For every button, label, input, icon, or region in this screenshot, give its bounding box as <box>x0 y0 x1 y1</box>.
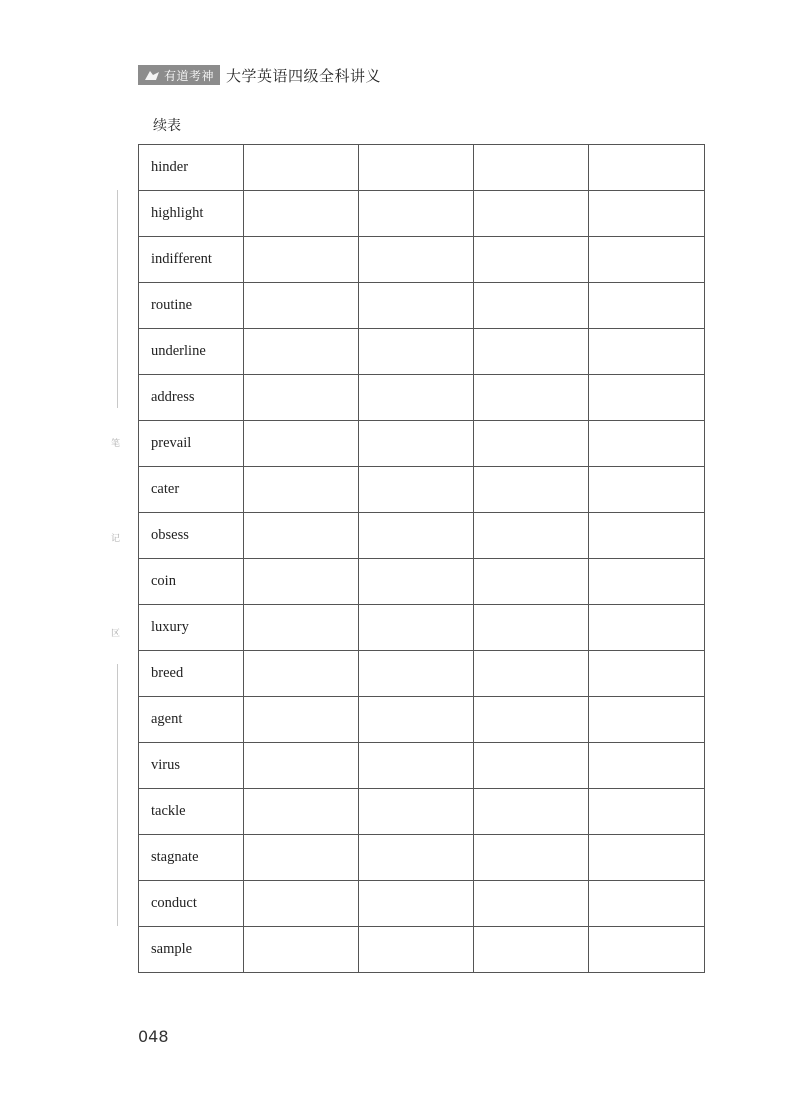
blank-answer-cell <box>589 329 705 375</box>
margin-note-char: 笔 <box>111 439 121 449</box>
blank-answer-cell <box>359 329 474 375</box>
vocabulary-table-body <box>139 145 705 973</box>
table-row <box>139 743 705 789</box>
blank-answer-cell <box>359 559 474 605</box>
vocab-word-cell: stagnate <box>139 835 244 881</box>
blank-answer-cell <box>359 283 474 329</box>
blank-answer-cell <box>244 651 359 697</box>
blank-answer-cell <box>359 375 474 421</box>
blank-answer-cell <box>244 513 359 559</box>
blank-answer-cell <box>474 283 589 329</box>
blank-answer-cell <box>474 835 589 881</box>
vocabulary-table <box>138 144 705 973</box>
blank-answer-cell <box>474 145 589 191</box>
vocab-word-cell: conduct <box>139 881 244 927</box>
margin-note-char: 区 <box>111 629 121 639</box>
table-row <box>139 237 705 283</box>
blank-answer-cell <box>589 513 705 559</box>
blank-answer-cell <box>244 559 359 605</box>
book-title: 大学英语四级全科讲义 <box>226 66 382 85</box>
blank-answer-cell <box>474 697 589 743</box>
blank-answer-cell <box>474 927 589 973</box>
vocab-word-cell: luxury <box>139 605 244 651</box>
blank-answer-cell <box>244 789 359 835</box>
blank-answer-cell <box>244 375 359 421</box>
blank-answer-cell <box>359 651 474 697</box>
blank-answer-cell <box>474 329 589 375</box>
vocab-word-cell: underline <box>139 329 244 375</box>
table-row <box>139 283 705 329</box>
blank-answer-cell <box>474 743 589 789</box>
blank-answer-cell <box>359 191 474 237</box>
blank-answer-cell <box>244 421 359 467</box>
vocab-word-cell: highlight <box>139 191 244 237</box>
table-row <box>139 651 705 697</box>
page-header <box>138 64 381 86</box>
blank-answer-cell <box>359 421 474 467</box>
vocab-word-cell: obsess <box>139 513 244 559</box>
brand-name: 有道考神 <box>164 68 215 83</box>
blank-answer-cell <box>474 237 589 283</box>
blank-answer-cell <box>589 237 705 283</box>
blank-answer-cell <box>244 927 359 973</box>
blank-answer-cell <box>474 789 589 835</box>
blank-answer-cell <box>589 559 705 605</box>
blank-answer-cell <box>359 467 474 513</box>
blank-answer-cell <box>589 789 705 835</box>
blank-answer-cell <box>474 375 589 421</box>
wing-logo-icon <box>144 69 160 81</box>
vocab-word-cell: coin <box>139 559 244 605</box>
blank-answer-cell <box>474 881 589 927</box>
vocab-word-cell: indifferent <box>139 237 244 283</box>
blank-answer-cell <box>359 927 474 973</box>
table-row <box>139 789 705 835</box>
blank-answer-cell <box>474 467 589 513</box>
blank-answer-cell <box>589 191 705 237</box>
blank-answer-cell <box>589 743 705 789</box>
blank-answer-cell <box>359 237 474 283</box>
blank-answer-cell <box>589 927 705 973</box>
vocab-word-cell: routine <box>139 283 244 329</box>
table-row <box>139 467 705 513</box>
blank-answer-cell <box>474 559 589 605</box>
blank-answer-cell <box>244 697 359 743</box>
table-row <box>139 375 705 421</box>
blank-answer-cell <box>589 697 705 743</box>
page-number: 048 <box>138 1027 169 1046</box>
blank-answer-cell <box>359 743 474 789</box>
blank-answer-cell <box>589 835 705 881</box>
blank-answer-cell <box>474 191 589 237</box>
vocab-word-cell: agent <box>139 697 244 743</box>
blank-answer-cell <box>244 835 359 881</box>
blank-answer-cell <box>244 191 359 237</box>
blank-answer-cell <box>589 881 705 927</box>
blank-answer-cell <box>359 513 474 559</box>
continued-label: 续表 <box>153 118 181 134</box>
blank-answer-cell <box>474 651 589 697</box>
blank-answer-cell <box>244 881 359 927</box>
blank-answer-cell <box>244 329 359 375</box>
blank-answer-cell <box>359 605 474 651</box>
table-row <box>139 835 705 881</box>
brand-badge <box>138 65 220 85</box>
table-row <box>139 191 705 237</box>
vocab-word-cell: cater <box>139 467 244 513</box>
blank-answer-cell <box>244 283 359 329</box>
blank-answer-cell <box>244 237 359 283</box>
margin-line-bottom <box>117 664 118 926</box>
blank-answer-cell <box>359 697 474 743</box>
blank-answer-cell <box>589 651 705 697</box>
blank-answer-cell <box>589 375 705 421</box>
table-row <box>139 881 705 927</box>
blank-answer-cell <box>589 145 705 191</box>
table-row <box>139 605 705 651</box>
table-row <box>139 927 705 973</box>
blank-answer-cell <box>589 421 705 467</box>
vocab-word-cell: breed <box>139 651 244 697</box>
margin-note-char: 记 <box>111 534 121 544</box>
table-row <box>139 329 705 375</box>
blank-answer-cell <box>244 743 359 789</box>
blank-answer-cell <box>244 467 359 513</box>
margin-line-top <box>117 190 118 408</box>
vocab-word-cell: hinder <box>139 145 244 191</box>
blank-answer-cell <box>589 605 705 651</box>
table-row <box>139 697 705 743</box>
blank-answer-cell <box>589 283 705 329</box>
blank-answer-cell <box>359 881 474 927</box>
blank-answer-cell <box>359 789 474 835</box>
vocab-word-cell: address <box>139 375 244 421</box>
table-row <box>139 513 705 559</box>
blank-answer-cell <box>474 421 589 467</box>
blank-answer-cell <box>244 605 359 651</box>
table-row <box>139 421 705 467</box>
blank-answer-cell <box>244 145 359 191</box>
vocab-word-cell: virus <box>139 743 244 789</box>
vocab-word-cell: tackle <box>139 789 244 835</box>
blank-answer-cell <box>589 467 705 513</box>
blank-answer-cell <box>474 513 589 559</box>
vocab-word-cell: prevail <box>139 421 244 467</box>
table-row <box>139 145 705 191</box>
blank-answer-cell <box>359 835 474 881</box>
vocab-word-cell: sample <box>139 927 244 973</box>
table-row <box>139 559 705 605</box>
blank-answer-cell <box>359 145 474 191</box>
blank-answer-cell <box>474 605 589 651</box>
